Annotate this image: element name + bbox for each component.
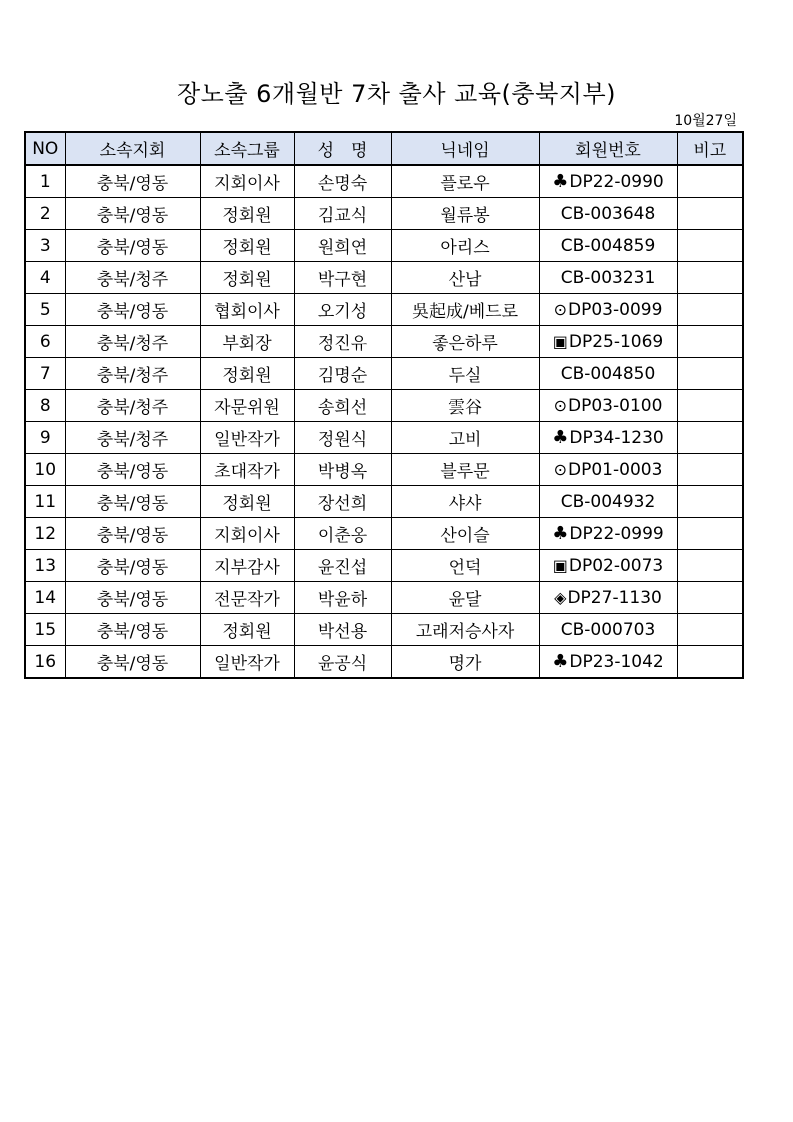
cell-no: 2 bbox=[25, 198, 65, 230]
member-number: DP27-1130 bbox=[567, 587, 662, 608]
cell-name: 오기성 bbox=[294, 294, 391, 326]
table-row bbox=[25, 550, 743, 582]
cell-member-number bbox=[539, 486, 677, 518]
cell-member-number bbox=[539, 646, 677, 679]
cell-name: 송희선 bbox=[294, 390, 391, 422]
cell-branch: 충북/영동 bbox=[65, 518, 200, 550]
cell-nickname: 명가 bbox=[391, 646, 539, 679]
cell-branch: 충북/영동 bbox=[65, 454, 200, 486]
cell-no: 12 bbox=[25, 518, 65, 550]
cell-no: 7 bbox=[25, 358, 65, 390]
cell-group: 지회이사 bbox=[200, 518, 294, 550]
cell-member-number bbox=[539, 550, 677, 582]
cell-nickname: 월류봉 bbox=[391, 198, 539, 230]
member-number: DP25-1069 bbox=[568, 331, 664, 352]
member-number: CB-004932 bbox=[560, 491, 656, 512]
cell-branch: 충북/영동 bbox=[65, 646, 200, 679]
cell-name: 박윤하 bbox=[294, 582, 391, 614]
header-name: 성 명 bbox=[294, 132, 391, 165]
circle-dot-symbol-icon: ⊙ bbox=[553, 459, 568, 479]
square-symbol-icon: ▣ bbox=[552, 555, 568, 575]
cell-member-number bbox=[539, 422, 677, 454]
cell-group: 일반작가 bbox=[200, 422, 294, 454]
cell-member-number bbox=[539, 230, 677, 262]
cell-branch: 충북/청주 bbox=[65, 262, 200, 294]
cell-branch: 충북/청주 bbox=[65, 422, 200, 454]
cell-no: 3 bbox=[25, 230, 65, 262]
cell-nickname: 플로우 bbox=[391, 165, 539, 198]
table-row bbox=[25, 358, 743, 390]
cell-group: 정회원 bbox=[200, 230, 294, 262]
cell-nickname: 블루문 bbox=[391, 454, 539, 486]
cell-branch: 충북/영동 bbox=[65, 550, 200, 582]
cell-nickname: 윤달 bbox=[391, 582, 539, 614]
cell-member-number bbox=[539, 326, 677, 358]
cell-note bbox=[677, 582, 743, 614]
cell-name: 윤진섭 bbox=[294, 550, 391, 582]
cell-name: 이춘옹 bbox=[294, 518, 391, 550]
member-number: CB-000703 bbox=[560, 619, 656, 640]
cell-name: 장선희 bbox=[294, 486, 391, 518]
cell-branch: 충북/영동 bbox=[65, 582, 200, 614]
cell-name: 박선용 bbox=[294, 614, 391, 646]
header-no: NO bbox=[25, 132, 65, 165]
cell-member-number bbox=[539, 454, 677, 486]
cell-nickname: 아리스 bbox=[391, 230, 539, 262]
diamond-symbol-icon: ◈ bbox=[554, 587, 567, 607]
cell-member-number bbox=[539, 390, 677, 422]
cell-member-number bbox=[539, 262, 677, 294]
member-number: DP22-0990 bbox=[569, 172, 664, 192]
table-row bbox=[25, 230, 743, 262]
member-number: DP22-0999 bbox=[569, 524, 664, 544]
cell-note bbox=[677, 198, 743, 230]
cell-no: 11 bbox=[25, 486, 65, 518]
cell-name: 정원식 bbox=[294, 422, 391, 454]
cell-no: 13 bbox=[25, 550, 65, 582]
member-number: DP03-0099 bbox=[568, 299, 663, 320]
cell-note bbox=[677, 646, 743, 679]
cell-branch: 충북/영동 bbox=[65, 165, 200, 198]
cell-note bbox=[677, 422, 743, 454]
cell-note bbox=[677, 390, 743, 422]
cell-note bbox=[677, 326, 743, 358]
cell-branch: 충북/영동 bbox=[65, 294, 200, 326]
cell-member-number bbox=[539, 198, 677, 230]
table-row bbox=[25, 454, 743, 486]
cell-nickname: 샤샤 bbox=[391, 486, 539, 518]
cell-name: 원희연 bbox=[294, 230, 391, 262]
cell-group: 전문작가 bbox=[200, 582, 294, 614]
club-symbol-icon: ♣ bbox=[552, 171, 569, 192]
table-row bbox=[25, 518, 743, 550]
circle-dot-symbol-icon: ⊙ bbox=[553, 299, 568, 319]
table-row bbox=[25, 646, 743, 679]
cell-nickname: 雲谷 bbox=[391, 390, 539, 422]
cell-group: 협회이사 bbox=[200, 294, 294, 326]
cell-group: 정회원 bbox=[200, 262, 294, 294]
cell-note bbox=[677, 454, 743, 486]
cell-no: 6 bbox=[25, 326, 65, 358]
table-row bbox=[25, 198, 743, 230]
table-row bbox=[25, 486, 743, 518]
header-member-number: 회원번호 bbox=[539, 132, 677, 165]
cell-name: 박구현 bbox=[294, 262, 391, 294]
roster-table bbox=[24, 131, 744, 679]
member-number: DP02-0073 bbox=[568, 555, 664, 576]
cell-branch: 충북/청주 bbox=[65, 326, 200, 358]
header-note: 비고 bbox=[677, 132, 743, 165]
document-title: 장노출 6개월반 7차 출사 교육(충북지부) bbox=[176, 80, 617, 108]
cell-group: 정회원 bbox=[200, 358, 294, 390]
cell-note bbox=[677, 294, 743, 326]
cell-nickname: 고래저승사자 bbox=[391, 614, 539, 646]
cell-note bbox=[677, 518, 743, 550]
cell-note bbox=[677, 550, 743, 582]
table-row bbox=[25, 165, 743, 198]
header-row bbox=[25, 132, 743, 165]
cell-name: 김교식 bbox=[294, 198, 391, 230]
cell-name: 정진유 bbox=[294, 326, 391, 358]
circle-dot-symbol-icon: ⊙ bbox=[553, 395, 568, 415]
cell-no: 4 bbox=[25, 262, 65, 294]
table-row bbox=[25, 294, 743, 326]
cell-nickname: 산이슬 bbox=[391, 518, 539, 550]
cell-group: 정회원 bbox=[200, 198, 294, 230]
cell-note bbox=[677, 614, 743, 646]
square-symbol-icon: ▣ bbox=[552, 331, 568, 351]
member-number: CB-003231 bbox=[560, 267, 656, 288]
cell-note bbox=[677, 262, 743, 294]
cell-no: 8 bbox=[25, 390, 65, 422]
cell-name: 박병옥 bbox=[294, 454, 391, 486]
cell-member-number bbox=[539, 358, 677, 390]
table-row bbox=[25, 390, 743, 422]
cell-member-number bbox=[539, 518, 677, 550]
cell-group: 초대작가 bbox=[200, 454, 294, 486]
cell-branch: 충북/영동 bbox=[65, 198, 200, 230]
cell-branch: 충북/청주 bbox=[65, 358, 200, 390]
header-group: 소속그룹 bbox=[200, 132, 294, 165]
member-number: CB-004850 bbox=[560, 363, 656, 384]
roster-body bbox=[25, 165, 743, 678]
cell-nickname: 좋은하루 bbox=[391, 326, 539, 358]
table-row bbox=[25, 262, 743, 294]
document-date: 10월27일 bbox=[674, 113, 737, 129]
header-nickname: 닉네임 bbox=[391, 132, 539, 165]
cell-group: 지회이사 bbox=[200, 165, 294, 198]
member-number: DP34-1230 bbox=[569, 428, 664, 448]
cell-group: 부회장 bbox=[200, 326, 294, 358]
cell-branch: 충북/영동 bbox=[65, 614, 200, 646]
member-number: DP23-1042 bbox=[569, 652, 664, 672]
cell-group: 지부감사 bbox=[200, 550, 294, 582]
club-symbol-icon: ♣ bbox=[552, 427, 569, 448]
member-number: DP01-0003 bbox=[568, 459, 663, 480]
cell-member-number bbox=[539, 614, 677, 646]
cell-nickname: 산남 bbox=[391, 262, 539, 294]
cell-branch: 충북/청주 bbox=[65, 390, 200, 422]
cell-no: 1 bbox=[25, 165, 65, 198]
cell-note bbox=[677, 165, 743, 198]
cell-nickname: 두실 bbox=[391, 358, 539, 390]
cell-branch: 충북/영동 bbox=[65, 230, 200, 262]
cell-name: 손명숙 bbox=[294, 165, 391, 198]
cell-nickname: 언덕 bbox=[391, 550, 539, 582]
cell-no: 10 bbox=[25, 454, 65, 486]
table-row bbox=[25, 326, 743, 358]
member-number: CB-003648 bbox=[560, 203, 656, 224]
cell-nickname: 고비 bbox=[391, 422, 539, 454]
cell-note bbox=[677, 486, 743, 518]
cell-branch: 충북/영동 bbox=[65, 486, 200, 518]
cell-nickname: 吳起成/베드로 bbox=[391, 294, 539, 326]
cell-member-number bbox=[539, 294, 677, 326]
cell-group: 일반작가 bbox=[200, 646, 294, 679]
cell-note bbox=[677, 230, 743, 262]
cell-name: 윤공식 bbox=[294, 646, 391, 679]
member-number: DP03-0100 bbox=[568, 395, 663, 416]
cell-no: 15 bbox=[25, 614, 65, 646]
cell-group: 정회원 bbox=[200, 486, 294, 518]
cell-name: 김명순 bbox=[294, 358, 391, 390]
cell-group: 정회원 bbox=[200, 614, 294, 646]
cell-no: 9 bbox=[25, 422, 65, 454]
table-row bbox=[25, 422, 743, 454]
cell-group: 자문위원 bbox=[200, 390, 294, 422]
cell-no: 16 bbox=[25, 646, 65, 679]
table-row bbox=[25, 614, 743, 646]
member-number: CB-004859 bbox=[560, 235, 656, 256]
club-symbol-icon: ♣ bbox=[552, 523, 569, 544]
cell-no: 5 bbox=[25, 294, 65, 326]
cell-member-number bbox=[539, 165, 677, 198]
cell-note bbox=[677, 358, 743, 390]
club-symbol-icon: ♣ bbox=[552, 651, 569, 672]
table-row bbox=[25, 582, 743, 614]
header-branch: 소속지회 bbox=[65, 132, 200, 165]
cell-no: 14 bbox=[25, 582, 65, 614]
cell-member-number bbox=[539, 582, 677, 614]
